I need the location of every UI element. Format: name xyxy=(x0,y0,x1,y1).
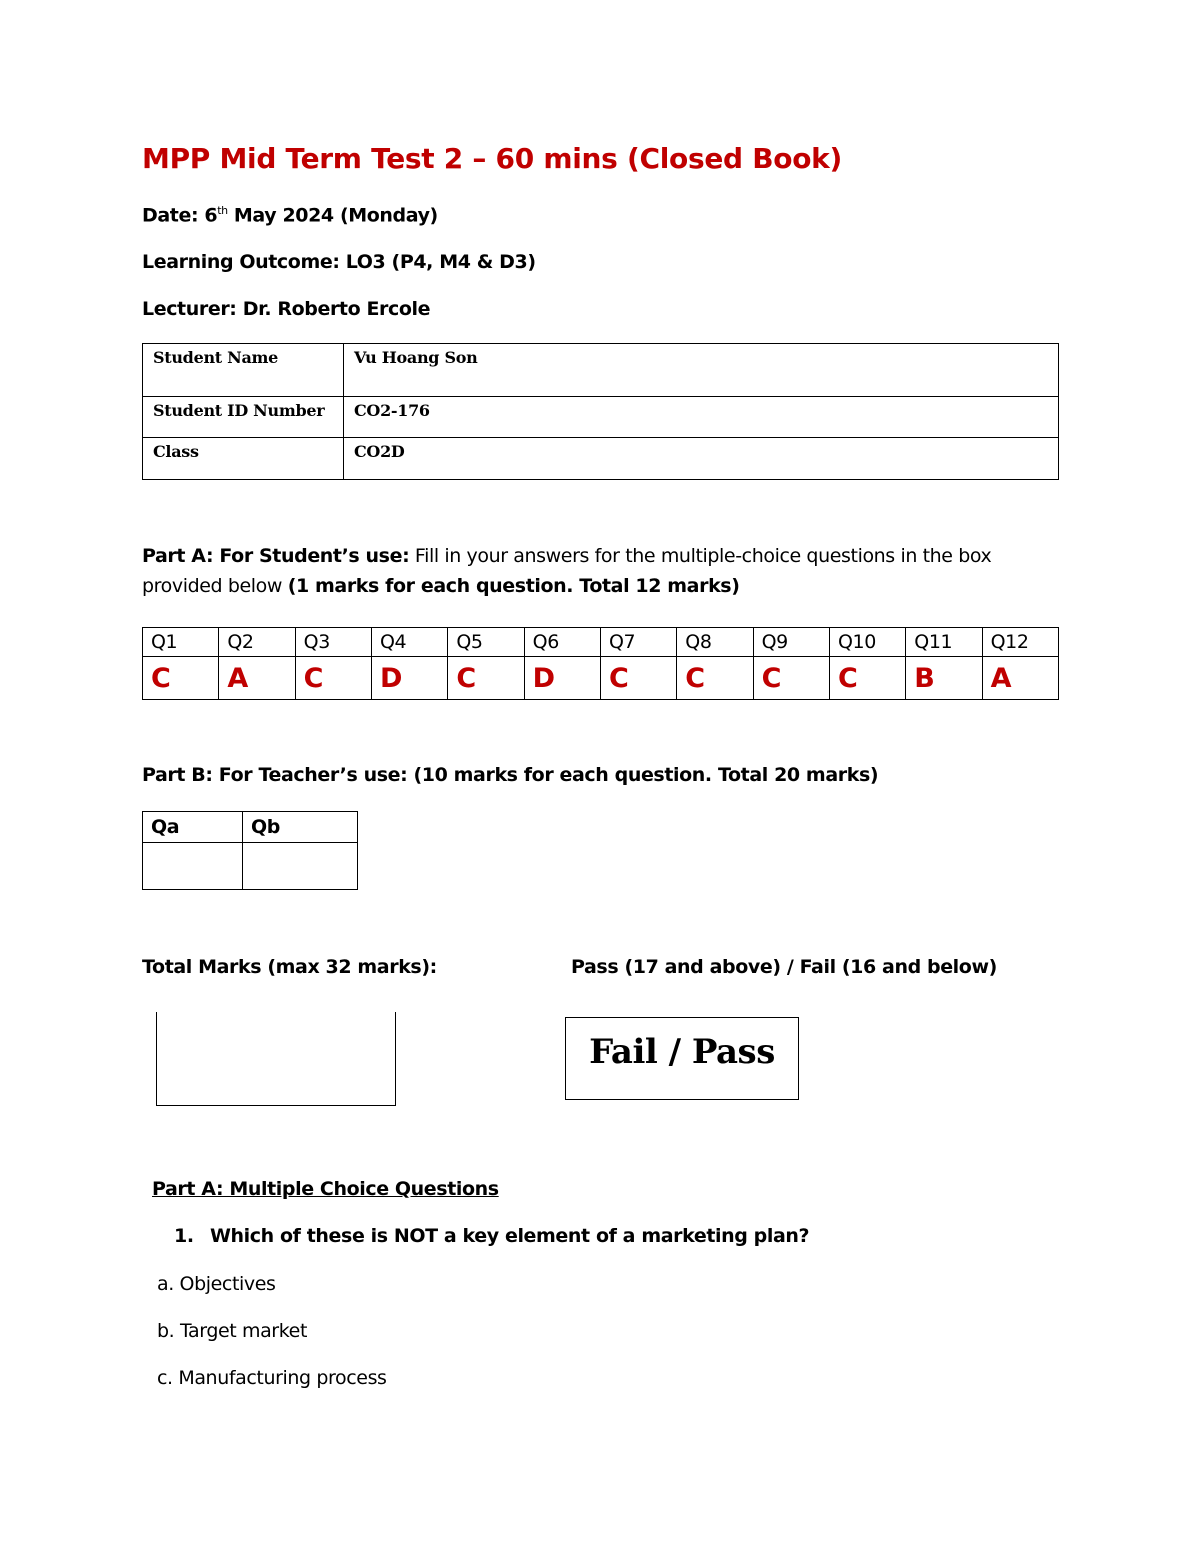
date-prefix: Date: 6 xyxy=(142,204,218,227)
question-header: Q1 xyxy=(143,628,219,657)
part-a-heading: Part A: For Student’s use: xyxy=(142,545,410,567)
answer-cell: C xyxy=(829,657,905,700)
total-marks-box[interactable] xyxy=(156,1012,396,1106)
answer-header-row xyxy=(143,628,1059,657)
qa-mark-cell[interactable] xyxy=(143,843,243,890)
class-value: CO2D xyxy=(344,438,1059,480)
teacher-marks-row xyxy=(143,843,358,890)
table-row xyxy=(143,438,1059,480)
pass-fail-label: Pass (17 and above) / Fail (16 and below) xyxy=(571,956,997,978)
answer-cell: C xyxy=(753,657,829,700)
answer-grid xyxy=(142,627,1059,700)
question-header: Q6 xyxy=(524,628,600,657)
page-title: MPP Mid Term Test 2 – 60 mins (Closed Book) xyxy=(142,142,842,175)
qb-header: Qb xyxy=(243,812,358,843)
teacher-marks-table xyxy=(142,811,358,890)
question-header: Q5 xyxy=(448,628,524,657)
answer-cell: A xyxy=(219,657,295,700)
question-header: Q3 xyxy=(295,628,371,657)
answer-cell: B xyxy=(906,657,982,700)
question-header: Q9 xyxy=(753,628,829,657)
date-ordinal: th xyxy=(217,204,228,217)
total-marks-label: Total Marks (max 32 marks): xyxy=(142,956,437,978)
question-header: Q10 xyxy=(829,628,905,657)
table-row xyxy=(143,344,1059,397)
question-header: Q2 xyxy=(219,628,295,657)
question-header: Q12 xyxy=(982,628,1058,657)
answer-cell: A xyxy=(982,657,1058,700)
question-header: Q7 xyxy=(600,628,676,657)
answer-cell: C xyxy=(295,657,371,700)
option-b: b. Target market xyxy=(157,1320,307,1342)
question-text: Which of these is NOT a key element of a marketing plan? xyxy=(210,1225,810,1247)
answer-cell: C xyxy=(600,657,676,700)
part-a-instructions xyxy=(142,541,1042,601)
question-header: Q8 xyxy=(677,628,753,657)
qb-mark-cell[interactable] xyxy=(243,843,358,890)
pass-fail-box-text: Fail / Pass xyxy=(589,1032,775,1072)
option-a: a. Objectives xyxy=(157,1273,276,1295)
answer-cell: D xyxy=(371,657,447,700)
answer-cell: C xyxy=(143,657,219,700)
question-number: 1. xyxy=(174,1225,194,1247)
answer-value-row xyxy=(143,657,1059,700)
learning-outcome: Learning Outcome: LO3 (P4, M4 & D3) xyxy=(142,251,536,273)
part-a-text: Fill in your answers for the multiple-choice questions in the box provided below xyxy=(142,545,992,597)
lecturer: Lecturer: Dr. Roberto Ercole xyxy=(142,298,431,320)
question-1 xyxy=(174,1225,809,1247)
part-a-marks: (1 marks for each question. Total 12 marks) xyxy=(287,575,740,597)
date-suffix: May 2024 (Monday) xyxy=(227,204,438,227)
part-b-heading: Part B: For Teacher’s use: (10 marks for each question. Total 20 marks) xyxy=(142,764,879,786)
student-id-label: Student ID Number xyxy=(143,397,344,438)
question-header: Q11 xyxy=(906,628,982,657)
answer-cell: D xyxy=(524,657,600,700)
student-id-value: CO2-176 xyxy=(344,397,1059,438)
answer-cell: C xyxy=(677,657,753,700)
qa-header: Qa xyxy=(143,812,243,843)
student-name-label: Student Name xyxy=(143,344,344,397)
question-header: Q4 xyxy=(371,628,447,657)
test-date xyxy=(142,204,438,226)
pass-fail-box xyxy=(565,1017,799,1100)
teacher-header-row xyxy=(143,812,358,843)
student-name-value: Vu Hoang Son xyxy=(344,344,1059,397)
table-row xyxy=(143,397,1059,438)
class-label: Class xyxy=(143,438,344,480)
section-title: Part A: Multiple Choice Questions xyxy=(152,1178,499,1200)
answer-cell: C xyxy=(448,657,524,700)
option-c: c. Manufacturing process xyxy=(157,1367,387,1389)
student-info-table xyxy=(142,343,1059,480)
